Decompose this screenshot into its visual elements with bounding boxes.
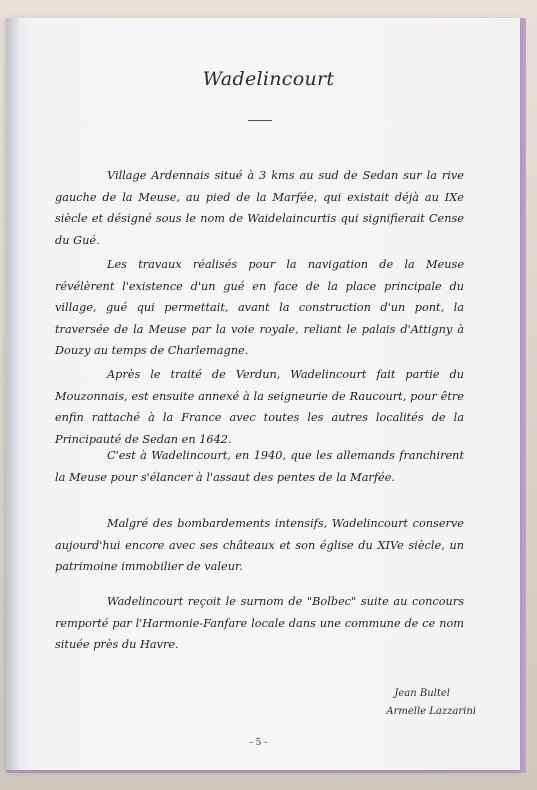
- signature-author-2: Armelle Lazzarini: [386, 706, 476, 717]
- paragraph-2: Les travaux réalisés pour la navigation de la Meuse révélèrent l'existence d'un gué en face de la place principale du village, gué qui permettait, avant la construction d'un pont, la traversée de la Meuse par la voie royale, reliant le palais d'Attigny à Douzy au temps de Charlemagne.: [55, 258, 464, 358]
- title-divider: [248, 120, 272, 121]
- paragraph-1: Village Ardennais situé à 3 kms au sud de Sedan sur la rive gauche de la Meuse, au pied de la Marfée, qui existait déjà au IXe siècle et désigné sous le nom de Waidelaincurtis qui signifierait Cense du Gué.: [55, 169, 464, 247]
- paragraph-3: Après le traité de Verdun, Wadelincourt fait partie du Mouzonnais, est ensuite annexé à la seigneurie de Raucourt, pour être enfin rattaché à la France avec toutes les autres localités de la Principauté de Sedan en 1642.: [55, 368, 464, 446]
- paragraph-4: C'est à Wadelincourt, en 1940, que les allemands franchirent la Meuse pour s'élancer à l'assaut des pentes de la Marfée.: [55, 449, 464, 484]
- page-title: Wadelincourt: [202, 68, 335, 90]
- paragraph-6: Wadelincourt reçoit le surnom de "Bolbec" suite au concours remporté par l'Harmonie-Fanfare locale dans une commune de ce nom située près du Havre.: [55, 595, 464, 652]
- signature-author-1: Jean Bultel: [394, 688, 450, 699]
- page-gutter-shadow: [6, 18, 20, 770]
- paragraph-5: Malgré des bombardements intensifs, Wadelincourt conserve aujourd'hui encore avec ses châteaux et son église du XIVe siècle, un patrimoine immobilier de valeur.: [55, 517, 464, 574]
- page-number: - 5 -: [249, 738, 268, 748]
